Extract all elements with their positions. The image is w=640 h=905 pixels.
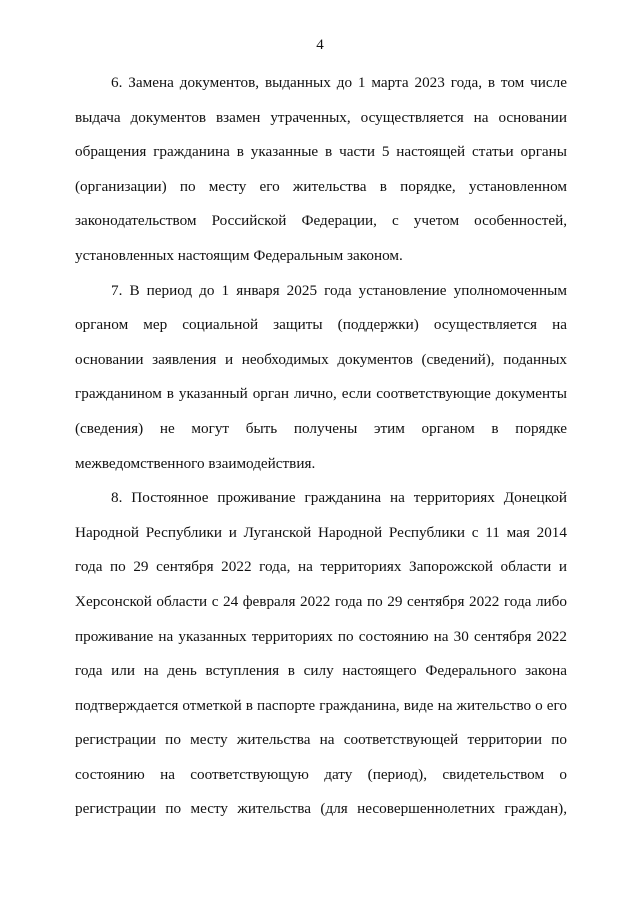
text-line: регистрации по месту жительства (для несовершеннолетних граждан),: [75, 800, 567, 818]
text-line: основании заявления и необходимых документов (сведений), поданных: [75, 350, 567, 368]
paragraph-8: [75, 481, 567, 827]
text-line: 7. В период до 1 января 2025 года установление уполномоченным: [111, 281, 567, 299]
text-line: регистрации по месту жительства на соответствующей территории по: [75, 731, 567, 749]
paragraph-7: [75, 274, 567, 482]
text-line: выдача документов взамен утраченных, осуществляется на основании: [75, 108, 567, 126]
page-number: 4: [316, 37, 324, 53]
text-line: межведомственного взаимодействия.: [75, 454, 316, 472]
text-line: гражданином в указанный орган лично, если соответствующие документы: [75, 385, 567, 403]
text-line: установленных настоящим Федеральным законом.: [75, 246, 403, 264]
text-line: проживание на указанных территориях по состоянию на 30 сентября 2022: [75, 627, 567, 645]
text-line: (сведения) не могут быть получены этим органом в порядке: [75, 419, 567, 437]
document-body: [75, 66, 567, 827]
text-line: 6. Замена документов, выданных до 1 марта 2023 года, в том числе: [111, 74, 567, 91]
text-line: года по 29 сентября 2022 года, на территориях Запорожской области и: [75, 558, 567, 576]
text-line: органом мер социальной защиты (поддержки) осуществляется на: [75, 316, 567, 334]
text-line: 8. Постоянное проживание гражданина на территориях Донецкой: [111, 489, 567, 507]
text-line: законодательством Российской Федерации, с учетом особенностей,: [75, 212, 567, 230]
text-line: года или на день вступления в силу настоящего Федерального закона: [75, 662, 567, 680]
text-line: обращения гражданина в указанные в части 5 настоящей статьи органы: [75, 143, 567, 161]
text-line: состоянию на соответствующую дату (период), свидетельством о: [75, 765, 567, 783]
paragraph-6: [75, 66, 567, 274]
text-line: Народной Республики и Луганской Народной Республики с 11 мая 2014: [75, 523, 567, 541]
text-line: подтверждается отметкой в паспорте гражданина, виде на жительство о его: [75, 696, 567, 714]
text-line: (организации) по месту его жительства в порядке, установленном: [75, 177, 567, 195]
text-line: Херсонской области с 24 февраля 2022 года по 29 сентября 2022 года либо: [75, 592, 567, 610]
